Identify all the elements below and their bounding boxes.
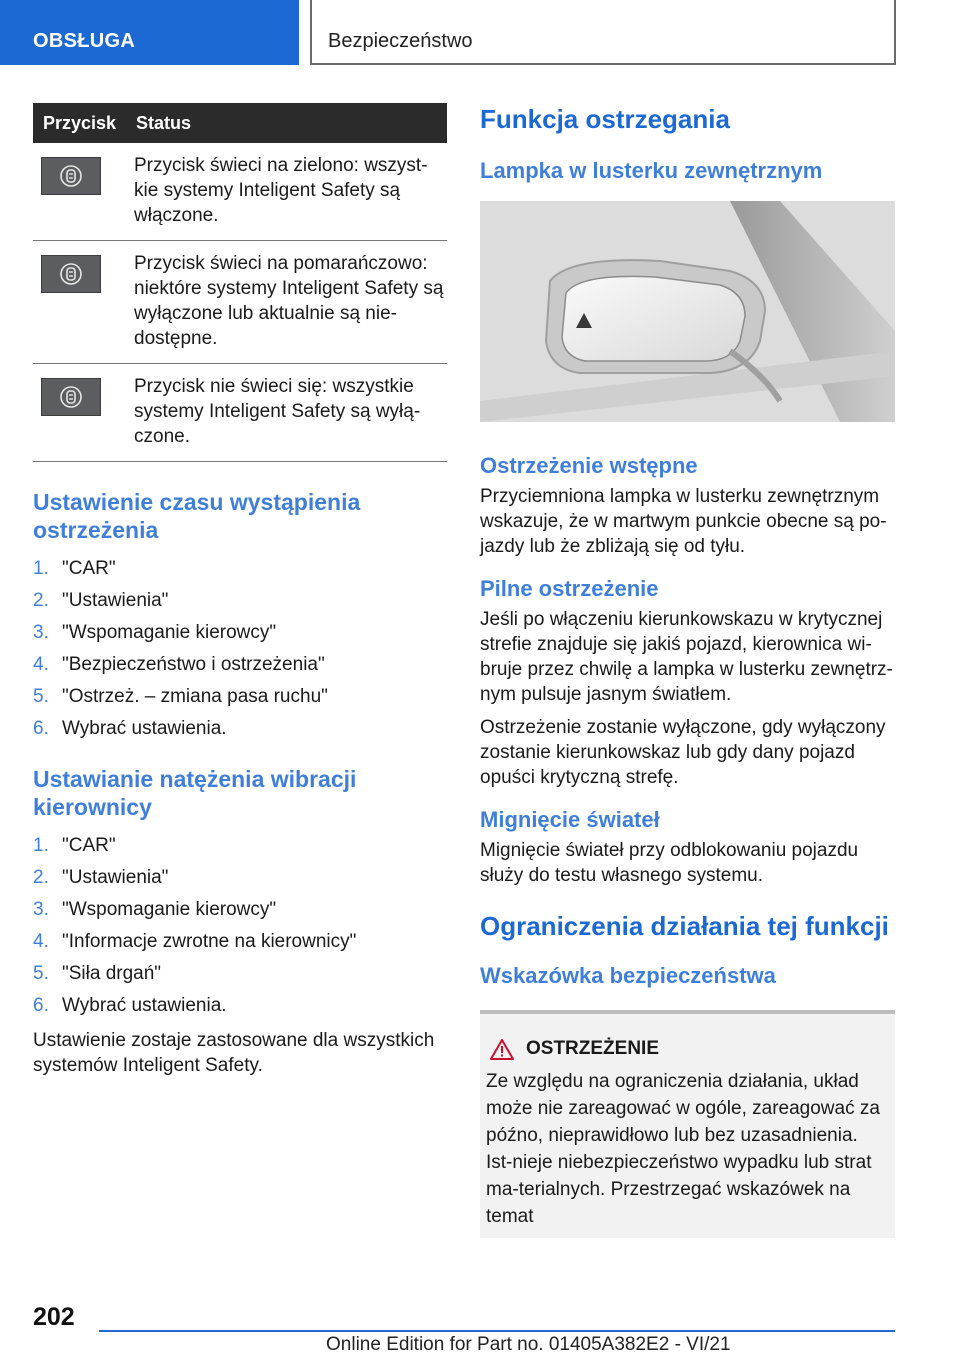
intelligent-safety-button-icon <box>41 157 101 195</box>
heading-pre-warning: Ostrzeżenie wstępne <box>480 453 698 478</box>
steps-vibration <box>33 830 447 1022</box>
heading-warning-function: Funkcja ostrzegania <box>480 104 730 134</box>
table-row <box>33 364 447 462</box>
list-item: 5. "Siła drgań" <box>33 963 162 984</box>
list-item: 4. "Informacje zwrotne na kierownicy" <box>33 931 357 952</box>
page-number: 202 <box>33 1303 75 1331</box>
light-flash-text: Mignięcie świateł przy odblokowaniu pojazdu służy do testu własnego systemu. <box>480 840 859 886</box>
urgent-warning-text: Jeśli po włączeniu kierunkowskazu w krytycznej strefie znajduje się jakiś pojazd, kierownica wi-bruje przez chwilę a lampka w lusterku zewnętrz-nym pulsuje jasnym światłem. <box>480 609 893 705</box>
section-tab <box>0 0 299 65</box>
mirror-photo <box>480 201 895 422</box>
warning-label: OSTRZEŻENIE <box>526 1038 660 1059</box>
footer-edition: Online Edition for Part no. 01405A382E2 - VI/21 <box>326 1334 731 1355</box>
table-header-status: Status <box>136 112 192 133</box>
urgent-warning-text-2: Ostrzeżenie zostanie wyłączone, gdy wyłączony zostanie kierunkowskaz lub gdy dany pojazd opuści krytyczną strefę. <box>480 717 886 788</box>
steps-warning-time <box>33 553 447 745</box>
topic-header <box>310 0 896 65</box>
warning-text: Ze względu na ograniczenia działania, układ może nie zareagować w ogóle, zareagować za późno, nieprawidłowo lub bez uzasadnienia. Ist-nieje niebezpieczeństwo wypadku lub strat ma-terialnych. Przestrzegać wskazówek na temat <box>486 1071 880 1227</box>
topic-title: Bezpieczeństwo <box>328 30 473 52</box>
footer-divider <box>99 1330 895 1332</box>
table-row <box>33 143 447 241</box>
list-item: 3. "Wspomaganie kierowcy" <box>33 899 277 920</box>
list-item: 6. Wybrać ustawienia. <box>33 995 227 1016</box>
warning-triangle-icon <box>490 1039 514 1060</box>
list-item: 3. "Wspomaganie kierowcy" <box>33 622 277 643</box>
table-cell-status: Przycisk świeci na zielono: wszyst-kie systemy Inteligent Safety są włączone. <box>134 155 428 226</box>
list-item: 1. "CAR" <box>33 558 116 579</box>
table-cell-status: Przycisk nie świeci się: wszystkie systemy Inteligent Safety są wyłą-czone. <box>134 376 421 447</box>
table-cell-status: Przycisk świeci na pomarańczowo: niektóre systemy Inteligent Safety są wyłączone lub aktualnie są nie-dostępne. <box>134 253 444 349</box>
vibration-note: Ustawienie zostaje zastosowane dla wszystkich systemów Inteligent Safety. <box>33 1030 435 1076</box>
heading-function-limits: Ograniczenia działania tej funkcji <box>480 911 889 941</box>
section-title: OBSŁUGA <box>33 30 136 52</box>
heading-safety-note: Wskazówka bezpieczeństwa <box>480 963 776 988</box>
heading-urgent-warning: Pilne ostrzeżenie <box>480 576 659 601</box>
warning-box <box>480 1010 895 1238</box>
intelligent-safety-button-icon <box>41 378 101 416</box>
table-row <box>33 241 447 364</box>
right-column <box>480 103 895 1238</box>
list-item: 6. Wybrać ustawienia. <box>33 718 227 739</box>
intelligent-safety-button-icon <box>41 255 101 293</box>
list-item: 4. "Bezpieczeństwo i ostrzeżenia" <box>33 654 325 675</box>
pre-warning-text: Przyciemniona lampka w lusterku zewnętrznym wskazuje, że w martwym punkcie obecne są po-jazdy lub że zbliżają się od tyłu. <box>480 486 887 557</box>
list-item: 1. "CAR" <box>33 835 116 856</box>
table-header <box>33 103 447 143</box>
table-header-button: Przycisk <box>43 112 117 133</box>
list-item: 2. "Ustawienia" <box>33 590 169 611</box>
left-column <box>33 103 447 1078</box>
list-item: 5. "Ostrzeż. – zmiana pasa ruchu" <box>33 686 328 707</box>
heading-light-flash: Mignięcie świateł <box>480 807 660 832</box>
heading-vibration: Ustawianie natężenia wibracji kierownicy <box>33 766 357 820</box>
heading-warning-time: Ustawienie czasu wystąpienia ostrzeżenia <box>33 489 361 543</box>
heading-mirror-lamp: Lampka w lusterku zewnętrznym <box>480 158 823 183</box>
list-item: 2. "Ustawienia" <box>33 867 169 888</box>
